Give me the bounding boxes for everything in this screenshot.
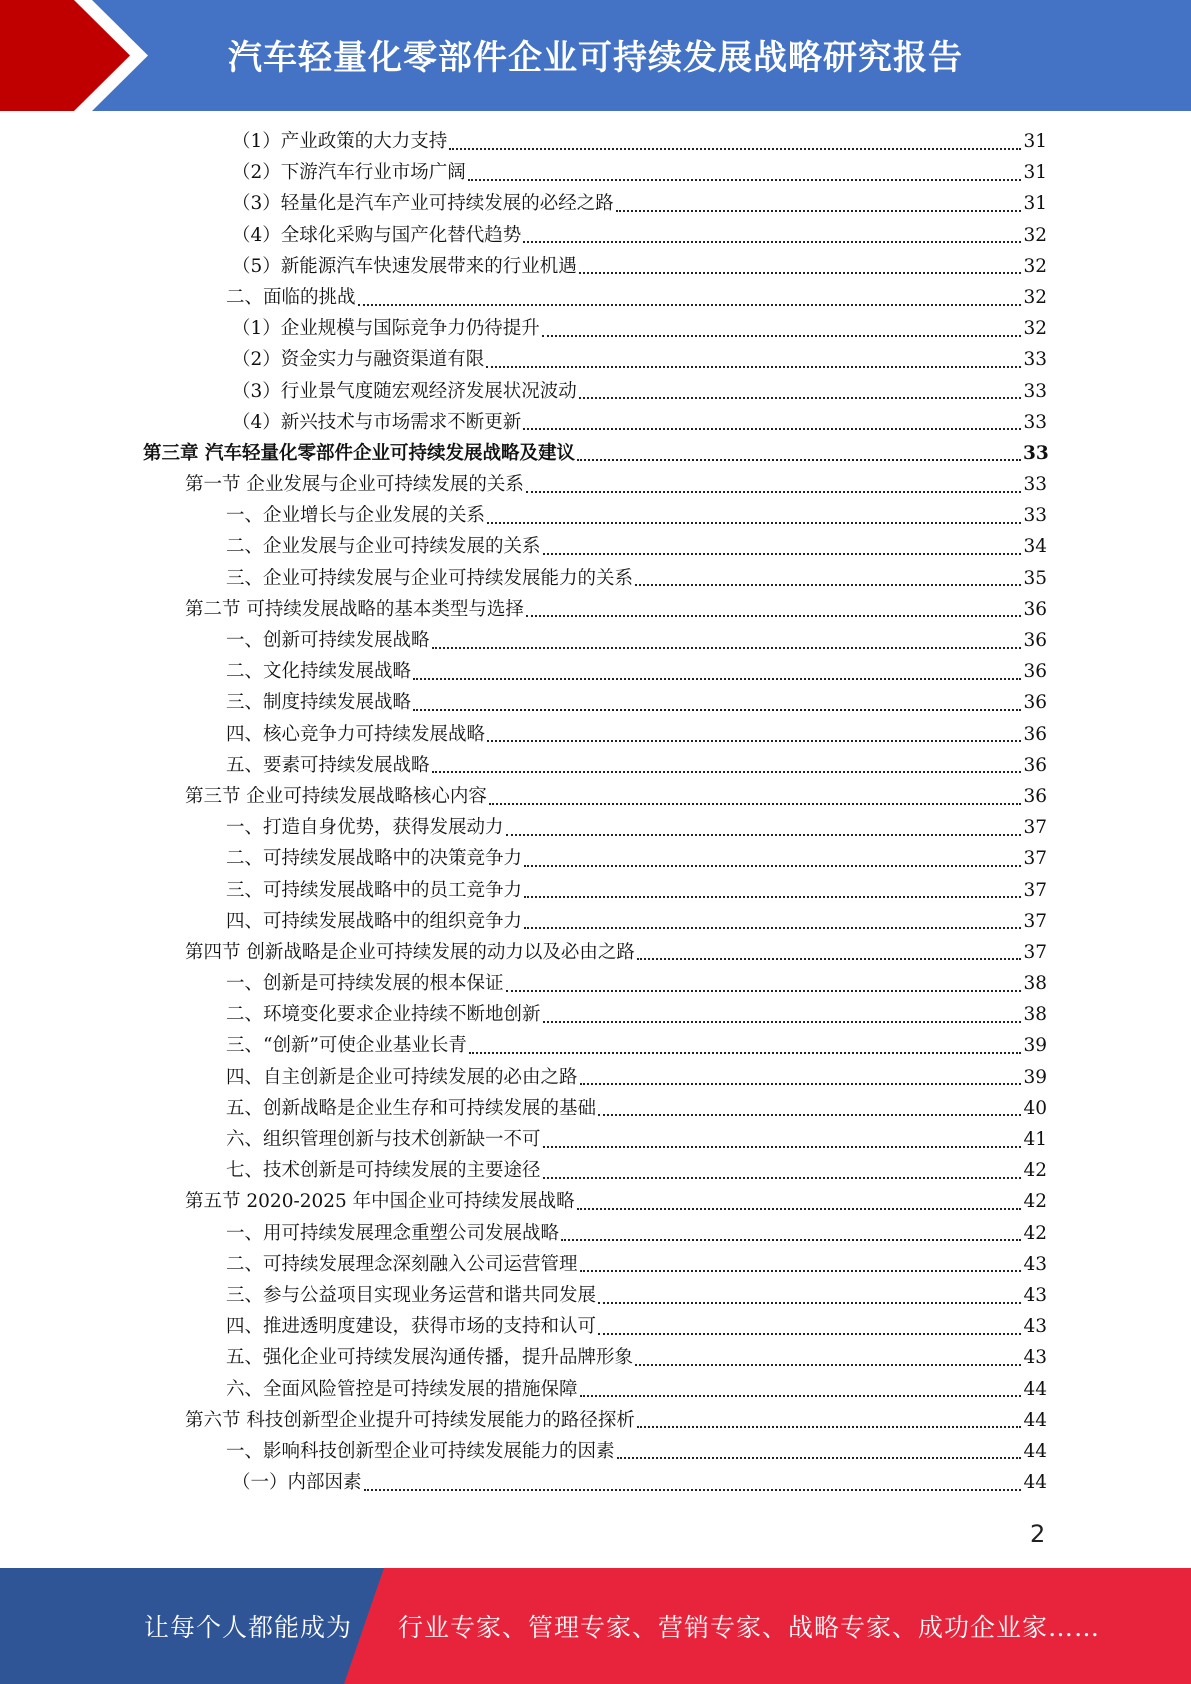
toc-entry[interactable]	[226, 906, 1047, 937]
toc-entry[interactable]	[232, 313, 1047, 344]
toc-entry-page: 37	[1023, 910, 1047, 932]
toc-entry-label: （3）轻量化是汽车产业可持续发展的必经之路	[232, 193, 614, 215]
header-arrow-decoration	[0, 0, 160, 111]
toc-dot-leader	[449, 148, 1021, 150]
toc-entry[interactable]	[226, 282, 1047, 313]
toc-entry-label: 六、全面风险管控是可持续发展的措施保障	[226, 1378, 578, 1400]
toc-entry[interactable]	[226, 719, 1047, 750]
toc-section-entry[interactable]	[185, 781, 1047, 812]
toc-dot-leader	[358, 304, 1021, 306]
toc-entry-page: 39	[1023, 1066, 1047, 1088]
toc-entry-label: （2）下游汽车行业市场广阔	[232, 162, 466, 184]
toc-entry[interactable]	[226, 1249, 1047, 1280]
toc-entry-page: 41	[1023, 1129, 1047, 1150]
toc-dot-leader	[580, 1270, 1021, 1272]
toc-dot-leader	[506, 990, 1021, 992]
toc-entry-label: 一、创新可持续发展战略	[226, 630, 430, 651]
toc-dot-leader	[635, 584, 1021, 586]
toc-dot-leader	[543, 1177, 1021, 1179]
toc-entry-page: 39	[1023, 1035, 1047, 1057]
toc-entry-label: 四、自主创新是企业可持续发展的必由之路	[226, 1066, 578, 1088]
toc-entry-label: 一、影响科技创新型企业可持续发展能力的因素	[226, 1440, 615, 1462]
toc-entry-label: 二、文化持续发展战略	[226, 661, 412, 683]
toc-entry-label: 二、可持续发展战略中的决策竞争力	[226, 848, 523, 870]
toc-section-entry[interactable]	[185, 1405, 1047, 1436]
toc-entry-page: 32	[1023, 224, 1047, 246]
toc-dot-leader	[524, 865, 1021, 867]
toc-entry-page: 42	[1023, 1160, 1047, 1182]
toc-entry-label: 二、企业发展与企业可持续发展的关系	[226, 536, 541, 558]
toc-chapter-entry[interactable]	[143, 438, 1047, 469]
toc-dot-leader	[543, 1146, 1021, 1148]
toc-entry-label: 一、用可持续发展理念重塑公司发展战略	[226, 1222, 560, 1244]
toc-entry-page: 32	[1023, 255, 1047, 277]
toc-dot-leader	[635, 1364, 1021, 1366]
toc-entry-label: 三、参与公益项目实现业务运营和谐共同发展	[226, 1284, 597, 1306]
toc-entry[interactable]	[232, 220, 1047, 251]
footer-slogan-right: 行业专家、管理专家、营销专家、战略专家、成功企业家……	[398, 1613, 1101, 1642]
toc-entry-label: 第四节 创新战略是企业可持续发展的动力以及必由之路	[185, 941, 635, 963]
toc-dot-leader	[468, 179, 1021, 181]
toc-entry-page: 43	[1023, 1316, 1047, 1338]
toc-entry-label: （1）企业规模与国际竞争力仍待提升	[232, 318, 540, 340]
report-header	[0, 0, 1191, 111]
toc-dot-leader	[580, 1083, 1021, 1085]
toc-dot-leader	[543, 553, 1021, 555]
toc-entry-page: 36	[1023, 785, 1047, 807]
toc-entry[interactable]	[226, 1093, 1047, 1124]
toc-entry-page: 37	[1023, 848, 1047, 870]
toc-entry-page: 44	[1023, 1472, 1047, 1494]
toc-entry[interactable]	[226, 1030, 1047, 1061]
toc-entry-page: 36	[1023, 754, 1047, 776]
toc-entry-page: 36	[1023, 692, 1047, 714]
toc-entry[interactable]	[232, 251, 1047, 282]
toc-entry-page: 42	[1023, 1191, 1047, 1213]
toc-entry-label: 五、强化企业可持续发展沟通传播，提升品牌形象	[226, 1347, 634, 1369]
toc-entry-label: 二、可持续发展理念深刻融入公司运营管理	[226, 1253, 578, 1275]
toc-entry-label: 五、要素可持续发展战略	[226, 754, 430, 776]
toc-entry-label: 第二节 可持续发展战略的基本类型与选择	[185, 598, 524, 620]
toc-entry-page: 33	[1023, 380, 1047, 402]
toc-entry-label: 四、推进透明度建设，获得市场的支持和认可	[226, 1316, 597, 1338]
toc-entry-page: 31	[1023, 193, 1047, 215]
toc-entry-page: 31	[1023, 131, 1047, 152]
page-number: 2	[1030, 1520, 1046, 1548]
toc-entry[interactable]	[226, 500, 1047, 531]
toc-section-entry[interactable]	[185, 937, 1047, 968]
toc-dot-leader	[364, 1489, 1021, 1491]
toc-entry-label: （4）全球化采购与国产化替代趋势	[232, 224, 522, 246]
toc-entry-page: 36	[1023, 598, 1047, 620]
toc-dot-leader	[487, 522, 1021, 524]
report-footer	[0, 1568, 1191, 1684]
toc-entry-page: 43	[1023, 1347, 1047, 1369]
toc-entry[interactable]	[226, 1374, 1047, 1405]
toc-entry-label: （1）产业政策的大力支持	[232, 131, 448, 152]
toc-entry-label: 三、“创新”可使企业基业长青	[226, 1035, 467, 1057]
toc-entry[interactable]	[226, 968, 1047, 999]
toc-entry[interactable]	[226, 563, 1047, 594]
toc-entry-page: 44	[1023, 1378, 1047, 1400]
toc-entry-label: 五、创新战略是企业生存和可持续发展的基础	[226, 1097, 597, 1119]
toc-section-entry[interactable]	[185, 594, 1047, 625]
toc-entry-label: 一、创新是可持续发展的根本保证	[226, 973, 504, 995]
toc-entry[interactable]	[226, 812, 1047, 843]
toc-entry[interactable]	[232, 376, 1047, 407]
toc-dot-leader	[523, 428, 1021, 430]
toc-entry[interactable]	[226, 1155, 1047, 1186]
toc-entry-label: （4）新兴技术与市场需求不断更新	[232, 411, 522, 433]
toc-entry-label: （2）资金实力与融资渠道有限	[232, 349, 485, 371]
toc-entry-page: 33	[1023, 349, 1047, 371]
toc-section-entry[interactable]	[185, 1186, 1047, 1217]
toc-entry-page: 33	[1023, 474, 1047, 496]
toc-dot-leader	[506, 834, 1021, 836]
toc-entry-page: 44	[1023, 1440, 1047, 1462]
toc-dot-leader	[577, 459, 1021, 461]
toc-dot-leader	[617, 1457, 1021, 1459]
toc-dot-leader	[577, 1208, 1021, 1210]
toc-dot-leader	[561, 1239, 1021, 1241]
toc-entry[interactable]	[232, 188, 1047, 219]
toc-entry-page: 35	[1023, 567, 1047, 589]
toc-entry[interactable]	[226, 1280, 1047, 1311]
toc-entry-label: 七、技术创新是可持续发展的主要途径	[226, 1160, 541, 1182]
toc-entry[interactable]	[226, 531, 1047, 562]
toc-entry[interactable]	[232, 407, 1047, 438]
toc-entry-page: 40	[1023, 1097, 1047, 1119]
toc-entry-page: 36	[1023, 630, 1047, 651]
toc-dot-leader	[579, 272, 1021, 274]
toc-entry[interactable]	[232, 126, 1047, 157]
toc-entry[interactable]	[226, 1218, 1047, 1249]
toc-entry-label: 第三章 汽车轻量化零部件企业可持续发展战略及建议	[143, 442, 575, 464]
toc-entry[interactable]	[226, 999, 1047, 1030]
toc-entry[interactable]	[226, 625, 1047, 656]
toc-dot-leader	[413, 709, 1021, 711]
toc-entry-label: 第一节 企业发展与企业可持续发展的关系	[185, 474, 524, 496]
toc-entry-page: 44	[1023, 1409, 1047, 1431]
toc-dot-leader	[598, 1302, 1021, 1304]
toc-entry[interactable]	[232, 344, 1047, 375]
toc-dot-leader	[413, 678, 1021, 680]
toc-dot-leader	[542, 335, 1021, 337]
toc-entry-page: 42	[1023, 1222, 1047, 1244]
toc-entry-label: （一）内部因素	[232, 1472, 362, 1494]
toc-entry-label: 第六节 科技创新型企业提升可持续发展能力的路径探析	[185, 1409, 635, 1431]
toc-entry-label: 二、面临的挑战	[226, 286, 356, 308]
toc-entry[interactable]	[226, 843, 1047, 874]
toc-dot-leader	[469, 1052, 1021, 1054]
toc-entry-page: 31	[1023, 162, 1047, 184]
toc-dot-leader	[598, 1114, 1021, 1116]
toc-entry-page: 33	[1023, 411, 1047, 433]
toc-entry-page: 37	[1023, 879, 1047, 901]
toc-entry-page: 32	[1023, 318, 1047, 340]
toc-entry[interactable]	[226, 1124, 1047, 1155]
toc-dot-leader	[523, 241, 1021, 243]
toc-dot-leader	[579, 397, 1021, 399]
toc-entry-page: 43	[1023, 1253, 1047, 1275]
toc-dot-leader	[489, 803, 1021, 805]
toc-entry-label: 第三节 企业可持续发展战略核心内容	[185, 785, 487, 807]
toc-entry-page: 34	[1023, 536, 1047, 558]
toc-section-entry[interactable]	[185, 469, 1047, 500]
toc-entry-page: 33	[1023, 505, 1047, 527]
toc-entry[interactable]	[226, 1311, 1047, 1342]
toc-entry[interactable]	[226, 656, 1047, 687]
toc-dot-leader	[487, 740, 1021, 742]
toc-dot-leader	[432, 647, 1021, 649]
toc-entry-label: （5）新能源汽车快速发展带来的行业机遇	[232, 255, 577, 277]
toc-entry-label: 一、企业增长与企业发展的关系	[226, 505, 486, 527]
toc-entry-label: 三、制度持续发展战略	[226, 692, 412, 714]
toc-dot-leader	[526, 615, 1021, 617]
toc-entry-page: 36	[1023, 661, 1047, 683]
toc-dot-leader	[637, 958, 1021, 960]
report-title: 汽车轻量化零部件企业可持续发展战略研究报告	[228, 38, 963, 78]
toc-entry-label: （3）行业景气度随宏观经济发展状况波动	[232, 380, 577, 402]
toc-entry[interactable]	[226, 1436, 1047, 1467]
toc-entry-page: 38	[1023, 1004, 1047, 1026]
toc-dot-leader	[486, 366, 1021, 368]
toc-dot-leader	[616, 210, 1021, 212]
toc-dot-leader	[637, 1426, 1021, 1428]
toc-entry-label: 三、可持续发展战略中的员工竞争力	[226, 879, 523, 901]
toc-entry-page: 32	[1023, 286, 1047, 308]
table-of-contents	[0, 126, 1191, 1498]
toc-dot-leader	[543, 1021, 1021, 1023]
toc-entry-label: 第五节 2020-2025 年中国企业可持续发展战略	[185, 1191, 575, 1213]
toc-dot-leader	[524, 927, 1021, 929]
toc-entry-page: 38	[1023, 973, 1047, 995]
toc-entry-label: 二、环境变化要求企业持续不断地创新	[226, 1004, 541, 1026]
toc-entry-label: 六、组织管理创新与技术创新缺一不可	[226, 1129, 541, 1150]
toc-dot-leader	[580, 1395, 1021, 1397]
toc-entry-page: 33	[1023, 442, 1049, 464]
toc-dot-leader	[526, 491, 1021, 493]
toc-entry-label: 四、可持续发展战略中的组织竞争力	[226, 910, 523, 932]
toc-entry[interactable]	[232, 1467, 1047, 1498]
toc-entry-label: 三、企业可持续发展与企业可持续发展能力的关系	[226, 567, 634, 589]
toc-entry-label: 一、打造自身优势，获得发展动力	[226, 817, 504, 839]
toc-dot-leader	[598, 1333, 1021, 1335]
toc-entry[interactable]	[226, 1062, 1047, 1093]
toc-entry[interactable]	[226, 750, 1047, 781]
footer-slogan-left: 让每个人都能成为	[144, 1613, 353, 1642]
toc-entry[interactable]	[226, 1342, 1047, 1373]
toc-entry-page: 37	[1023, 817, 1047, 839]
toc-entry[interactable]	[232, 157, 1047, 188]
toc-entry-label: 四、核心竞争力可持续发展战略	[226, 723, 486, 745]
toc-entry-page: 43	[1023, 1284, 1047, 1306]
toc-dot-leader	[524, 896, 1021, 898]
toc-dot-leader	[432, 771, 1021, 773]
toc-entry[interactable]	[226, 875, 1047, 906]
toc-entry-page: 37	[1023, 941, 1047, 963]
toc-entry[interactable]	[226, 687, 1047, 718]
toc-entry-page: 36	[1023, 723, 1047, 745]
